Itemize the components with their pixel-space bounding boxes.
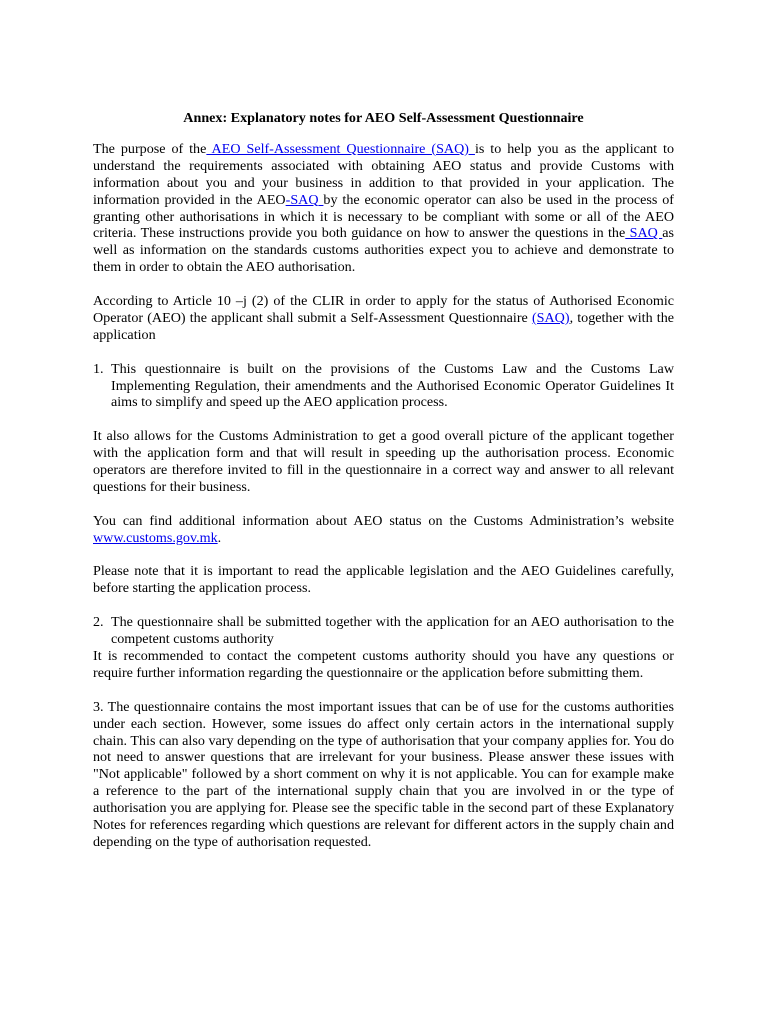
paragraph-text: . <box>217 529 222 546</box>
paragraph-text: as well as information on the standards customs authorities expect you to achieve and demonstrate to them in order to obtain the AEO authorisation. <box>93 225 675 276</box>
paragraph-gap <box>93 276 674 293</box>
paragraph-website <box>93 513 674 547</box>
customs-website-link[interactable]: www.customs.gov.mk <box>93 529 218 546</box>
item-text: The questionnaire shall be submitted together with the application for an AEO authorisation to the competent customs authority <box>111 614 674 648</box>
paragraph-gap <box>93 344 674 361</box>
paragraph-legislation-note: Please note that it is important to read the applicable legislation and the AEO Guidelines carefully, before starting the application process. <box>93 563 674 597</box>
saq-link[interactable]: AEO Self-Assessment Questionnaire (SAQ) <box>206 140 475 157</box>
paragraph-purpose <box>93 141 674 276</box>
paragraph-gap <box>93 597 674 614</box>
paragraph-text: by the economic operator can also be used in the process of granting other authorisations in which it is necessary to be compliant with some or all of the AEO criteria. These instructions provide you both guidance on how to answer the questions in the <box>93 191 674 242</box>
numbered-item-2 <box>93 614 674 648</box>
paragraph-text: is to help you as the applicant to understand the requirements associated with obtaining AEO status and provide Customs with information about you and your business in addition to that provided in your application. The information provided in the AEO <box>93 140 675 208</box>
paragraph-article <box>93 293 674 344</box>
item-number: 2. <box>93 614 104 631</box>
paragraph-issues: 3. The questionnaire contains the most important issues that can be of use for the customs authorities under each section. However, some issues do affect only certain actors in the international supply chain. This can also vary depending on the type of authorisation that your company applies for. You do not need to answer questions that are irrelevant for your business. Please answer these issues with "Not applicable" followed by a short comment on why it is not applicable. You can for example make a reference to the part of the international supply chain that you are involved in or the type of authorisation you are applying for. Please see the specific table in the second part of these Explanatory Notes for references regarding which questions are relevant for different actors in the supply chain and depending on the type of authorisation requested. <box>93 698 674 850</box>
document-page <box>93 104 674 851</box>
item-text: This questionnaire is built on the provisions of the Customs Law and the Customs Law Implementing Regulation, their amendments and the Authorised Economic Operator Guidelines It aims to simplify and speed up the AEO application process. <box>111 360 674 411</box>
document-title: Annex: Explanatory notes for AEO Self-Assessment Questionnaire <box>183 110 584 126</box>
paragraph-text: You can find additional information about AEO status on the Customs Administration’s website <box>93 512 674 529</box>
paragraph-text: The purpose of the <box>93 140 207 157</box>
paragraph-text: According to Article 10 –j (2) of the CLIR in order to apply for the status of Authorised Economic Operator (AEO) the applicant shall submit a Self-Assessment Questionnaire <box>93 293 674 326</box>
paragraph-gap <box>93 496 674 513</box>
item-number: 1. <box>93 360 104 377</box>
paragraph-gap <box>93 411 674 428</box>
saq-link[interactable]: (SAQ) <box>531 309 570 326</box>
paragraph-gap <box>93 682 674 699</box>
numbered-item-1 <box>93 361 674 412</box>
paragraph-contact: It is recommended to contact the competent customs authority should you have any questions or require further information regarding the questionnaire or the application before submitting them. <box>93 648 674 681</box>
paragraph-text: , together with the application <box>93 309 675 343</box>
saq-link[interactable]: -SAQ <box>285 191 324 208</box>
paragraph-gap <box>93 547 674 564</box>
saq-link[interactable]: SAQ <box>625 225 663 242</box>
paragraph-overview: It also allows for the Customs Administration to get a good overall picture of the applicant together with the application form and that will result in speeding up the authorisation process. Economic operators are therefore invited to fill in the questionnaire in a correct way and answer to all relevant questions for their business. <box>93 428 674 495</box>
